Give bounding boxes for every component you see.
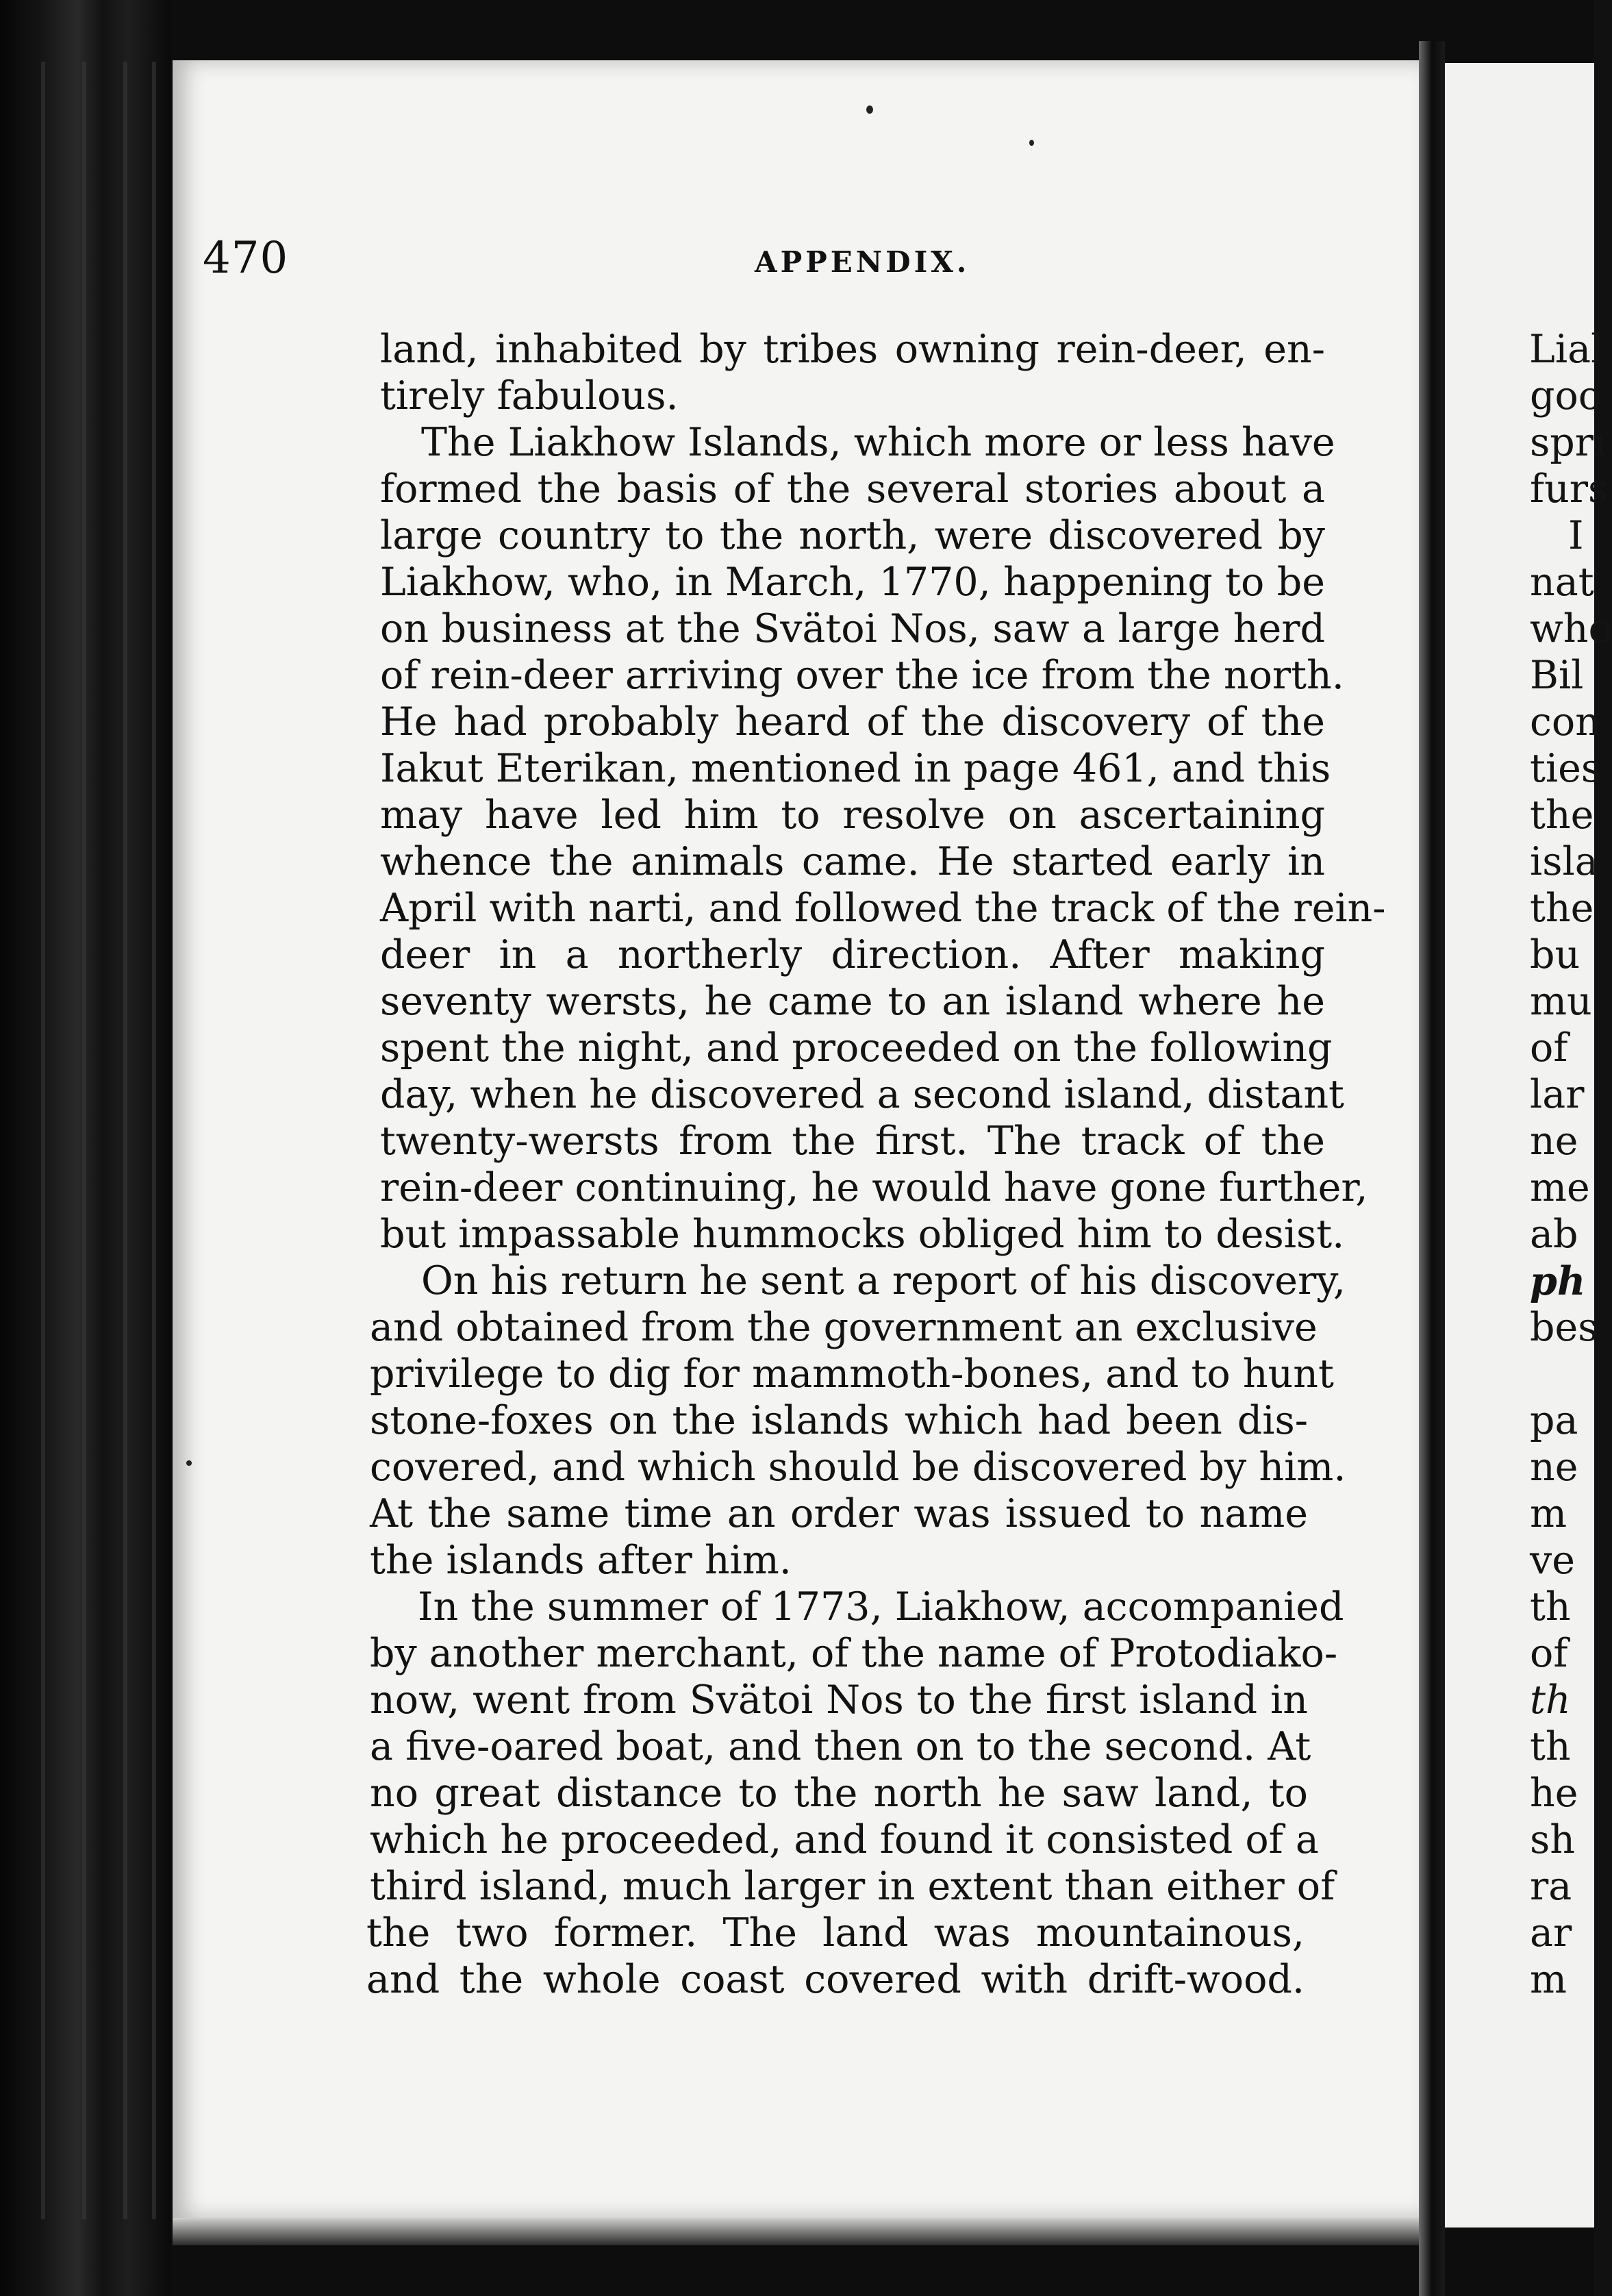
text-line: In the summer of 1773, Liakhow, accompanied bbox=[418, 1584, 1344, 1630]
text-line: twenty-wersts from the first. The track of the bbox=[380, 1119, 1325, 1164]
facing-text-fragment: th bbox=[1530, 1584, 1571, 1630]
text-line: which he proceeded, and found it consisted of a bbox=[370, 1817, 1319, 1862]
text-line: by another merchant, of the name of Protodiako- bbox=[370, 1631, 1338, 1676]
binding-stripe bbox=[123, 62, 127, 2219]
text-line: On his return he sent a report of his discovery, bbox=[421, 1258, 1346, 1303]
facing-text-fragment: sh bbox=[1530, 1817, 1575, 1862]
text-line: formed the basis of the several stories about a bbox=[380, 466, 1325, 512]
text-line: whence the animals came. He started early in bbox=[380, 839, 1325, 884]
facing-text-fragment: who bbox=[1530, 606, 1612, 651]
facing-text-fragment: ne bbox=[1530, 1445, 1578, 1490]
facing-text-fragment: the bbox=[1530, 793, 1594, 838]
facing-text-fragment: con bbox=[1530, 699, 1600, 745]
text-line: Liakhow, who, in March, 1770, happening to be bbox=[380, 560, 1325, 605]
facing-text-fragment: Lial bbox=[1529, 327, 1604, 372]
text-line: no great distance to the north he saw land, to bbox=[370, 1771, 1308, 1816]
ink-speck bbox=[866, 105, 873, 114]
book-binding-edge bbox=[0, 0, 171, 2296]
text-line: a five-oared boat, and then on to the second. At bbox=[370, 1724, 1311, 1769]
page-gutter bbox=[1419, 41, 1445, 2296]
facing-text-fragment: the bbox=[1530, 886, 1594, 931]
facing-text-fragment: he bbox=[1530, 1771, 1578, 1816]
facing-text-fragment: ne bbox=[1530, 1119, 1578, 1164]
text-line: now, went from Svätoi Nos to the first island in bbox=[370, 1677, 1308, 1723]
text-line: The Liakhow Islands, which more or less have bbox=[421, 420, 1335, 465]
text-line: privilege to dig for mammoth-bones, and to hunt bbox=[370, 1351, 1334, 1397]
text-line: may have led him to resolve on ascertaining bbox=[380, 793, 1325, 838]
page-number: 470 bbox=[203, 233, 289, 284]
text-line: stone-foxes on the islands which had been dis- bbox=[370, 1398, 1308, 1443]
facing-text-fragment: ra bbox=[1530, 1864, 1572, 1909]
facing-text-fragment: of bbox=[1530, 1631, 1568, 1676]
facing-text-fragment: m bbox=[1530, 1491, 1567, 1536]
facing-text-fragment: ve bbox=[1530, 1538, 1575, 1583]
text-line: At the same time an order was issued to name bbox=[370, 1491, 1308, 1536]
text-line: He had probably heard of the discovery of the bbox=[380, 699, 1325, 745]
text-line: the islands after him. bbox=[370, 1538, 792, 1583]
facing-text-fragment: spri bbox=[1530, 420, 1607, 465]
text-line: seventy wersts, he came to an island where he bbox=[380, 979, 1325, 1024]
facing-text-fragment: m bbox=[1530, 1957, 1567, 2002]
facing-text-fragment: I bbox=[1568, 513, 1584, 558]
facing-text-fragment: Bil bbox=[1530, 653, 1584, 698]
facing-text-fragment: furs bbox=[1530, 466, 1609, 512]
facing-text-fragment: bes bbox=[1530, 1305, 1598, 1350]
page-bottom-edge bbox=[173, 2218, 1419, 2245]
facing-text-fragment: th bbox=[1530, 1724, 1571, 1769]
facing-text-fragment: me bbox=[1530, 1165, 1590, 1210]
facing-text-fragment: isla bbox=[1530, 839, 1598, 884]
text-line: deer in a northerly direction. After making bbox=[380, 932, 1325, 977]
text-line: land, inhabited by tribes owning rein-deer, en- bbox=[380, 327, 1325, 372]
text-line: but impassable hummocks obliged him to desist. bbox=[380, 1212, 1345, 1257]
text-line: large country to the north, were discovered by bbox=[380, 513, 1325, 558]
facing-text-fragment: ar bbox=[1530, 1910, 1572, 1956]
facing-text-fragment: bu bbox=[1530, 932, 1580, 977]
facing-text-fragment: mu bbox=[1530, 979, 1592, 1024]
ink-speck bbox=[1029, 140, 1034, 146]
binding-stripe bbox=[41, 62, 45, 2219]
text-line: of rein-deer arriving over the ice from the north. bbox=[380, 653, 1344, 698]
ink-speck bbox=[186, 1460, 192, 1466]
text-line: spent the night, and proceeded on the following bbox=[380, 1025, 1333, 1071]
running-title: APPENDIX. bbox=[755, 245, 970, 279]
text-line: April with narti, and followed the track of the rein- bbox=[380, 886, 1386, 931]
binding-stripe bbox=[82, 62, 86, 2219]
facing-text-fragment: ab bbox=[1530, 1212, 1578, 1257]
facing-text-fragment: th bbox=[1530, 1677, 1571, 1723]
facing-text-fragment: pa bbox=[1530, 1398, 1578, 1443]
facing-text-fragment: of bbox=[1530, 1025, 1568, 1071]
text-line: third island, much larger in extent than either of bbox=[370, 1864, 1335, 1909]
text-line: rein-deer continuing, he would have gone further, bbox=[380, 1165, 1368, 1210]
text-line: tirely fabulous. bbox=[380, 373, 679, 419]
text-line: on business at the Svätoi Nos, saw a large herd bbox=[380, 606, 1325, 651]
text-line: and the whole coast covered with drift-wood. bbox=[366, 1957, 1305, 2002]
facing-text-fragment: nat bbox=[1530, 560, 1594, 605]
facing-page-fragment bbox=[1445, 63, 1612, 2228]
facing-text-fragment: goo bbox=[1530, 373, 1602, 419]
facing-text-fragment: ties bbox=[1530, 746, 1602, 791]
text-line: covered, and which should be discovered by him. bbox=[370, 1445, 1346, 1490]
text-line: and obtained from the government an exclusive bbox=[370, 1305, 1318, 1350]
binding-stripe bbox=[152, 62, 156, 2219]
text-line: day, when he discovered a second island, distant bbox=[380, 1072, 1344, 1117]
facing-text-fragment: lar bbox=[1530, 1072, 1585, 1117]
text-line: the two former. The land was mountainous, bbox=[366, 1910, 1305, 1956]
facing-text-fragment: ph bbox=[1530, 1258, 1586, 1304]
text-line: Iakut Eterikan, mentioned in page 461, and this bbox=[380, 746, 1331, 791]
